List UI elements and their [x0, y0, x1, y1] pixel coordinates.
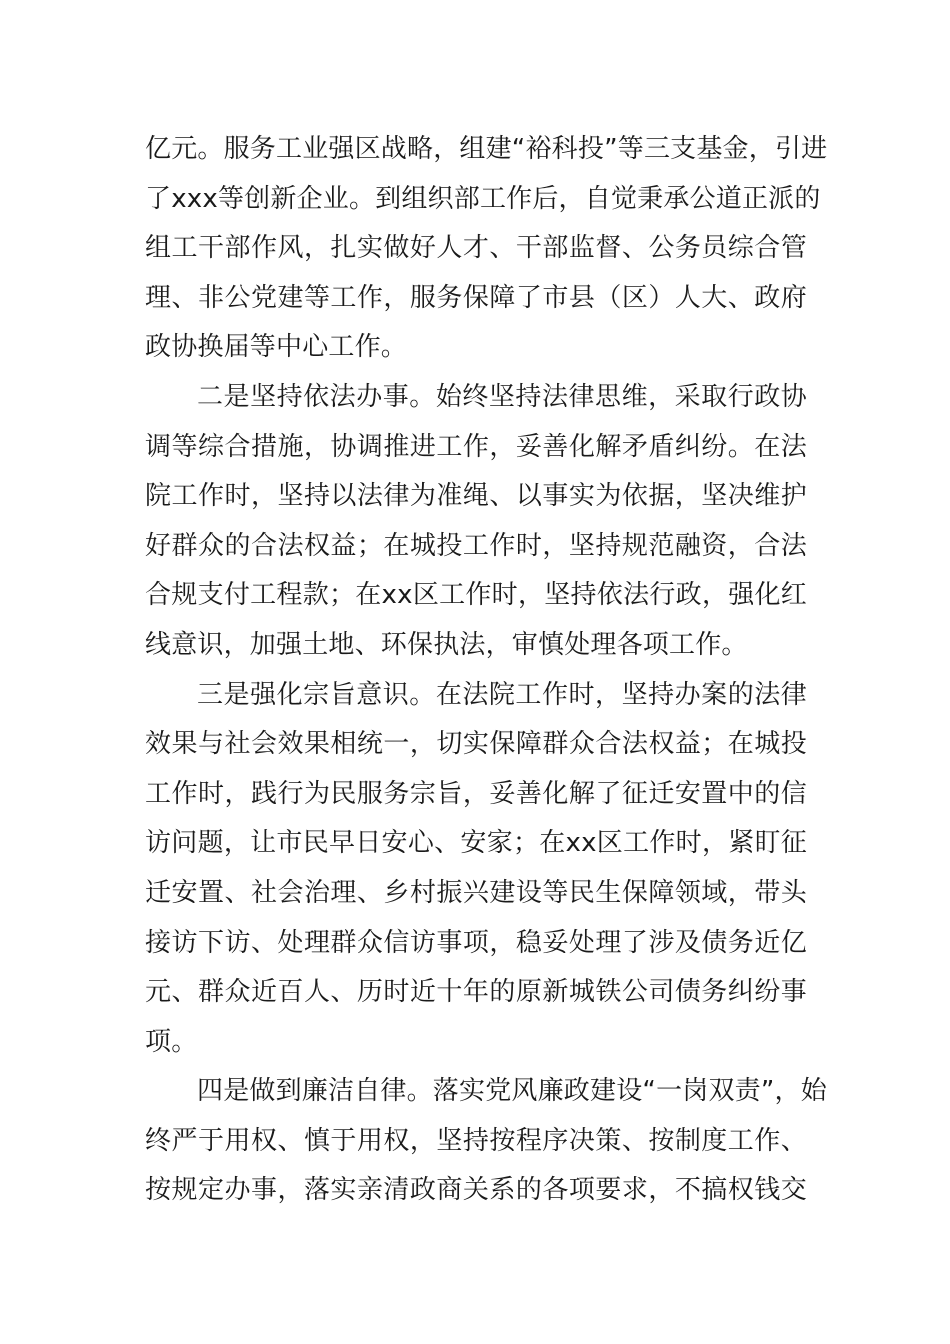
paragraph-line: 终严于用权、慎于用权，坚持按程序决策、按制度工作、: [145, 1125, 807, 1156]
paragraph-first-line: 二是坚持依法办事。始终坚持法律思维，采取行政协: [197, 381, 807, 412]
paragraph-line: 合规支付工程款；在xx区工作时，坚持依法行政，强化红: [145, 580, 807, 611]
paragraph-line: 接访下访、处理群众信访事项，稳妥处理了涉及债务近亿: [145, 927, 807, 958]
paragraph-first-line: 三是强化宗旨意识。在法院工作时，坚持办案的法律: [197, 679, 807, 710]
paragraph-line: 理、非公党建等工作，服务保障了市县（区）人大、政府: [145, 282, 807, 313]
paragraph-line: 线意识，加强土地、环保执法，审慎处理各项工作。: [145, 629, 748, 660]
paragraph-line: 组工干部作风，扎实做好人才、干部监督、公务员综合管: [145, 233, 807, 264]
paragraph-line: 院工作时，坚持以法律为准绳、以事实为依据，坚决维护: [145, 481, 807, 512]
paragraph-line: 了xxx等创新企业。到组织部工作后，自觉秉承公道正派的: [145, 183, 821, 214]
paragraph-line: 访问题，让市民早日安心、安家；在xx区工作时，紧盯征: [145, 828, 807, 859]
paragraph-line: 好群众的合法权益；在城投工作时，坚持规范融资，合法: [145, 530, 807, 561]
paragraph-line: 按规定办事，落实亲清政商关系的各项要求，不搞权钱交: [145, 1175, 807, 1206]
paragraph-line: 调等综合措施，协调推进工作，妥善化解矛盾纠纷。在法: [145, 431, 807, 462]
paragraph-line: 迁安置、社会治理、乡村振兴建设等民生保障领域，带头: [145, 877, 807, 908]
paragraph-line: 元、群众近百人、历时近十年的原新城铁公司债务纠纷事: [145, 977, 807, 1008]
body-text: [145, 125, 828, 1216]
paragraph-first-line: 四是做到廉洁自律。落实党风廉政建设“一岗双责”，始: [197, 1076, 827, 1107]
paragraph-line: 工作时，践行为民服务宗旨，妥善化解了征迁安置中的信: [145, 778, 807, 809]
paragraph-line: 效果与社会效果相统一，切实保障群众合法权益；在城投: [145, 729, 807, 760]
paragraph-line: 项。: [145, 1026, 198, 1057]
paragraph-line: 亿元。服务工业强区战略，组建“裕科投”等三支基金，引进: [145, 134, 828, 164]
paragraph-line: 政协换届等中心工作。: [145, 332, 408, 363]
